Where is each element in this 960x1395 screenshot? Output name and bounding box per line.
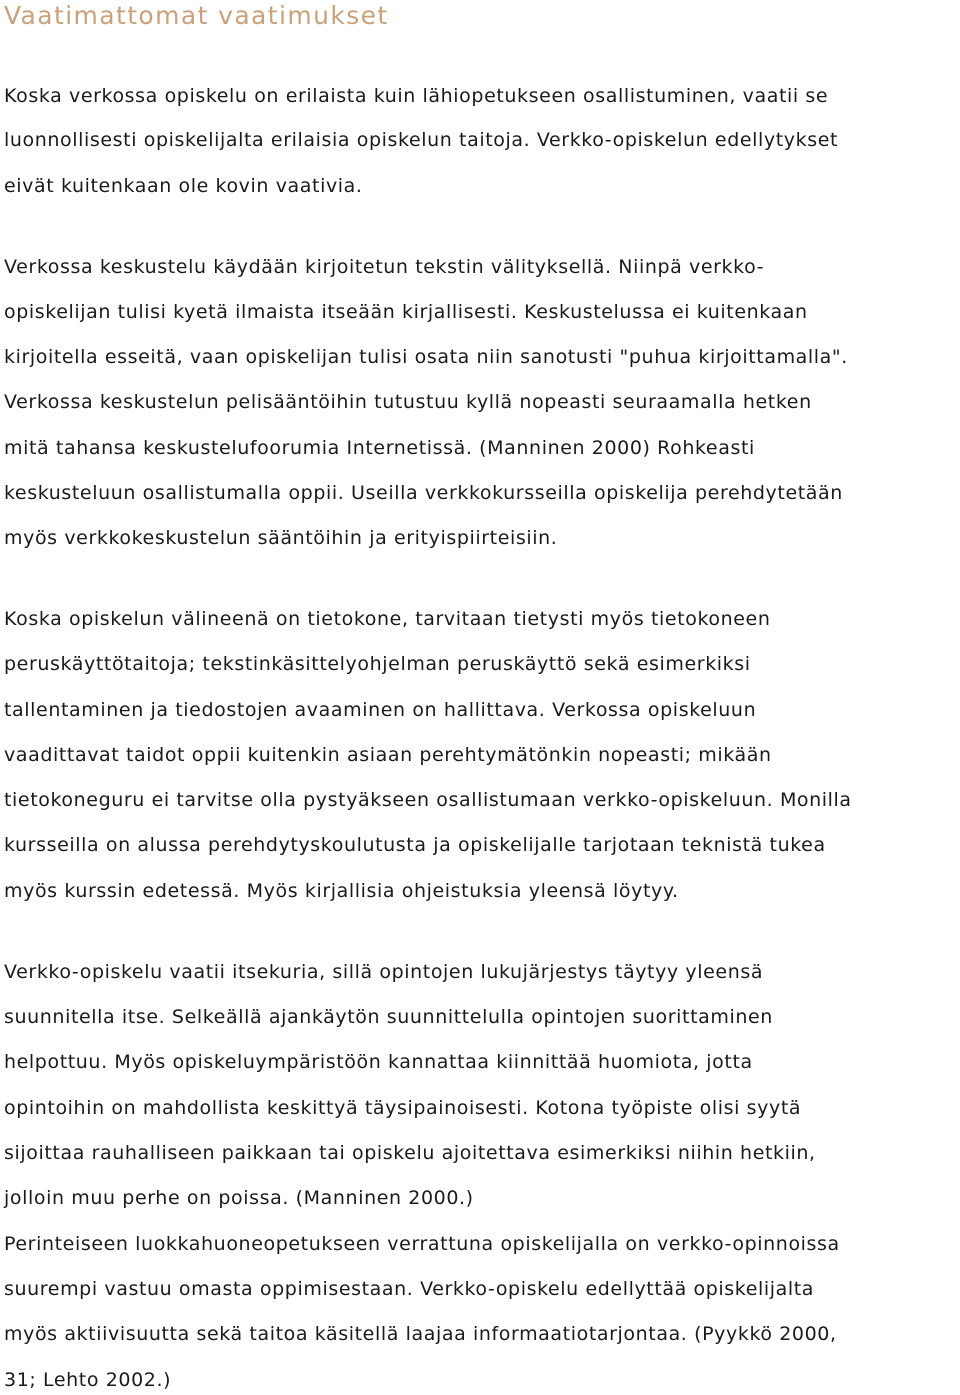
text-line: jolloin muu perhe on poissa. (Manninen 2000.) — [4, 1187, 474, 1209]
text-line: myös verkkokeskustelun sääntöihin ja erityispiirteisiin. — [4, 527, 558, 549]
text-line: kursseilla on alussa perehdytyskoulutusta ja opiskelijalle tarjotaan teknistä tukea — [4, 834, 826, 856]
text-line: luonnollisesti opiskelijalta erilaisia opiskelun taitoja. Verkko-opiskelun edellytykset — [4, 129, 839, 151]
text-line: Verkossa keskustelu käydään kirjoitetun tekstin välityksellä. Niinpä verkko- — [4, 256, 765, 278]
page-title: Vaatimattomat vaatimukset — [4, 1, 389, 30]
text-line: suurempi vastuu omasta oppimisestaan. Verkko-opiskelu edellyttää opiskelijalta — [4, 1278, 815, 1300]
text-line: Verkossa keskustelun pelisääntöihin tutustuu kyllä nopeasti seuraamalla hetken — [4, 391, 812, 413]
text-line: myös aktiivisuutta sekä taitoa käsitellä laajaa informaatiotarjontaa. (Pyykkö 2000, — [4, 1323, 837, 1345]
text-line: helpottuu. Myös opiskeluympäristöön kannattaa kiinnittää huomiota, jotta — [4, 1051, 753, 1073]
text-line: Koska opiskelun välineenä on tietokone, tarvitaan tietysti myös tietokoneen — [4, 608, 771, 630]
text-line: tietokoneguru ei tarvitse olla pystyäkseen osallistumaan verkko-opiskeluun. Monilla — [4, 789, 852, 811]
text-line: eivät kuitenkaan ole kovin vaativia. — [4, 175, 363, 197]
text-line: Koska verkossa opiskelu on erilaista kuin lähiopetukseen osallistuminen, vaatii se — [4, 85, 829, 107]
text-line: opintoihin on mahdollista keskittyä täysipainoisesti. Kotona työpiste olisi syytä — [4, 1097, 802, 1119]
text-line: Verkko-opiskelu vaatii itsekuria, sillä opintojen lukujärjestys täytyy yleensä — [4, 961, 764, 983]
text-line: keskusteluun osallistumalla oppii. Useilla verkkokursseilla opiskelija perehdytetään — [4, 482, 843, 504]
text-line: Perinteiseen luokkahuoneopetukseen verrattuna opiskelijalla on verkko-opinnoissa — [4, 1233, 840, 1255]
text-line: myös kurssin edetessä. Myös kirjallisia ohjeistuksia yleensä löytyy. — [4, 880, 679, 902]
text-line: peruskäyttötaitoja; tekstinkäsittelyohjelman peruskäyttö sekä esimerkiksi — [4, 653, 751, 675]
text-line: suunnitella itse. Selkeällä ajankäytön suunnittelulla opintojen suorittaminen — [4, 1006, 773, 1028]
text-line: kirjoitella esseitä, vaan opiskelijan tulisi osata niin sanotusti "puhua kirjoittamalla". — [4, 346, 848, 368]
text-line: vaadittavat taidot oppii kuitenkin asiaan perehtymätönkin nopeasti; mikään — [4, 744, 772, 766]
text-line: opiskelijan tulisi kyetä ilmaista itseään kirjallisesti. Keskustelussa ei kuitenkaan — [4, 301, 808, 323]
text-line: sijoittaa rauhalliseen paikkaan tai opiskelu ajoitettava esimerkiksi niihin hetkiin, — [4, 1142, 816, 1164]
text-line: 31; Lehto 2002.) — [4, 1369, 172, 1391]
text-line: mitä tahansa keskustelufoorumia Internetissä. (Manninen 2000) Rohkeasti — [4, 437, 755, 459]
text-line: tallentaminen ja tiedostojen avaaminen on hallittava. Verkossa opiskeluun — [4, 699, 757, 721]
